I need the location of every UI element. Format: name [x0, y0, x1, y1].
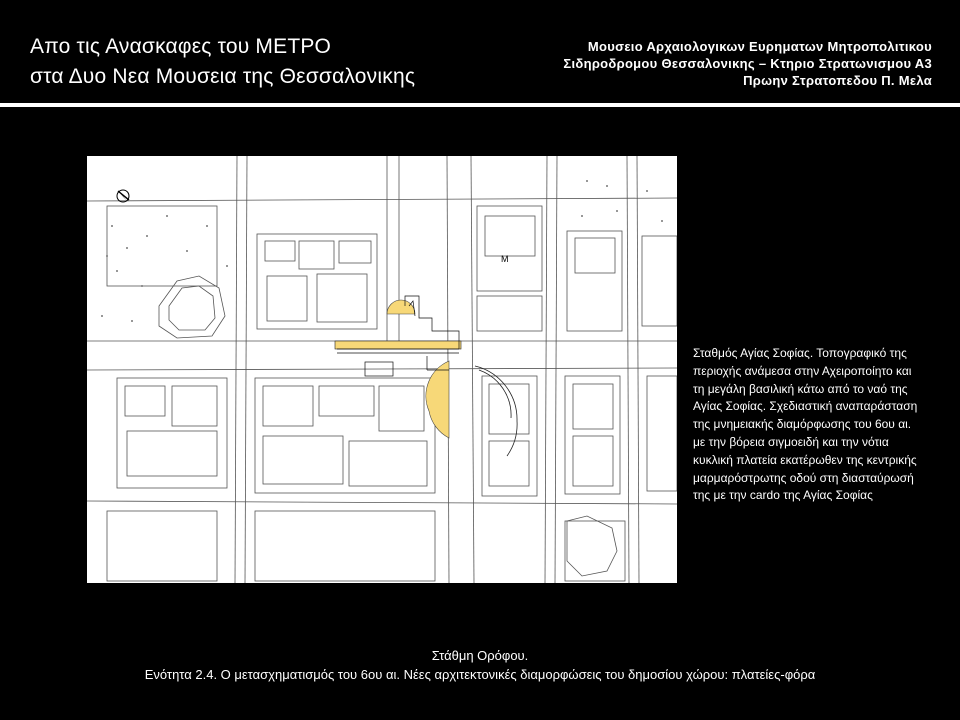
header-divider — [0, 103, 960, 107]
museum-line-1: Μουσειο Αρχαιολογικων Ευρηματων Μητροπολιτικου — [587, 39, 932, 54]
north-arrow-icon — [117, 190, 129, 202]
presentation-title — [30, 32, 415, 92]
level-label: Στάθμη Ορόφου. — [431, 648, 529, 663]
caption-text: Σταθμός Αγίας Σοφίας. Τοπογραφικό της περιοχής ανάμεσα στην Αχειροποίητο και τη μεγάλη βασιλική κάτω από το ναό της Αγίας Σοφίας. Σχεδιαστική αναπαράσταση της μνημειακής διαμόρφωσης του 6ου αι. με την βόρεια σιγμοειδή και την νότια κυκλική πλατεία εκατέρωθεν της κεντρικής μαρμαρόστρωτης οδού στη διασταύρωσή της με την cardo της Αγίας Σοφίας — [693, 346, 918, 503]
museum-line-3: Πρωην Στρατοπεδου Π. Μελα — [743, 73, 932, 88]
title-line-2: στα Δυο Νεα Μουσεια της Θεσσαλονικης — [30, 65, 416, 88]
section-label: Ενότητα 2.4. Ο μετασχηματισμός του 6ου αι. Νέες αρχιτεκτονικές διαμορφώσεις του δημοσίου χώρου: πλατείες-φόρα — [144, 667, 816, 682]
title-line-1: Απο τις Ανασκαφες του ΜΕΤΡΟ — [30, 35, 332, 58]
museum-title — [563, 38, 932, 89]
site-plan-svg — [87, 156, 677, 583]
site-plan-drawing — [87, 156, 677, 583]
metro-marker: Μ — [501, 254, 509, 264]
museum-line-2: Σιδηροδρομου Θεσσαλονικης – Κτηριο Στρατωνισμου Α3 — [563, 56, 932, 71]
